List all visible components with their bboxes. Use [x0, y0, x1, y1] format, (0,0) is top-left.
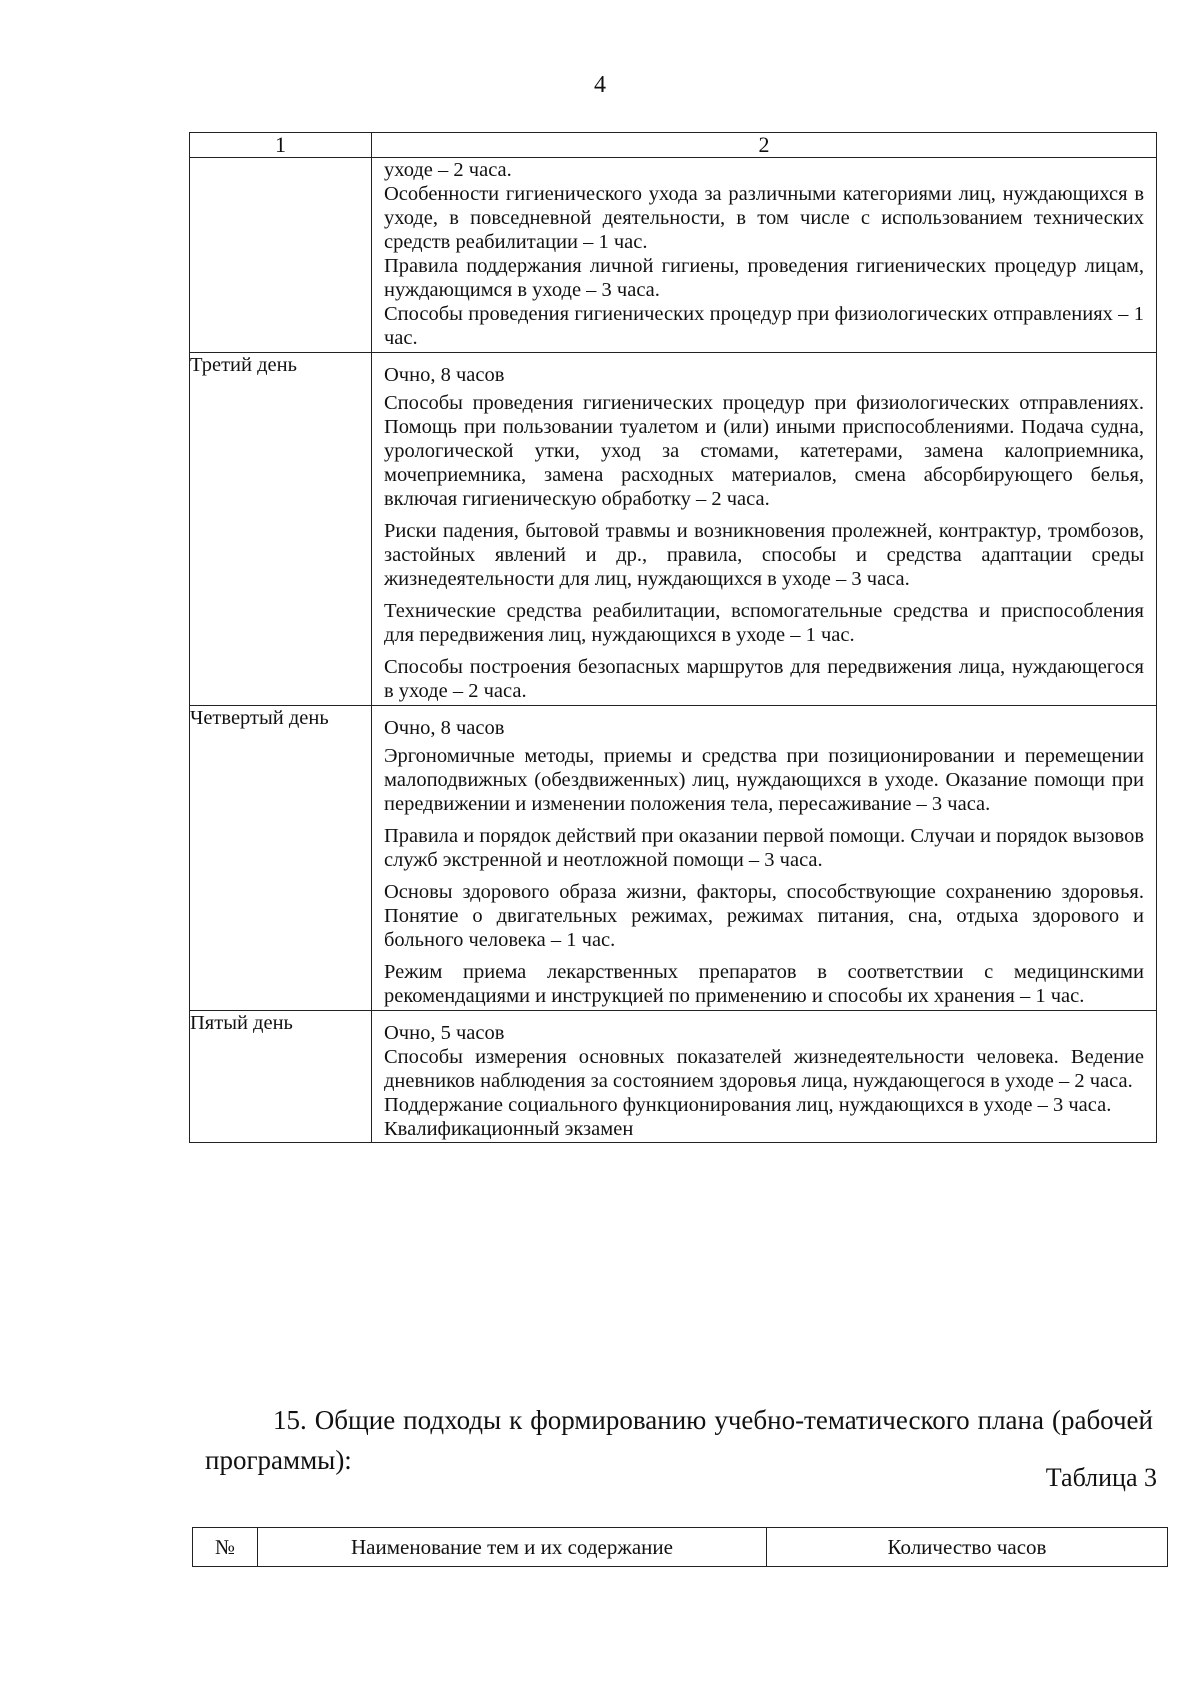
topic-item: Эргономичные методы, приемы и средства при позиционировании и перемещении малоподвижных (обездвиженных) лиц, нуждающихся в уходе. Оказание помощи при передвижении и изменении положения тела, пересаживание – 3 часа. [384, 745, 1144, 815]
continuation-line: уходе – 2 часа. [384, 159, 512, 181]
plan-table [192, 1527, 1168, 1567]
day-mode: Очно, 8 часов [384, 364, 505, 386]
day-label: Четвертый день [190, 706, 372, 1011]
topic-item: Способы построения безопасных маршрутов для передвижения лица, нуждающегося в уходе – 2 часа. [384, 656, 1144, 702]
column-header-1: 1 [190, 133, 372, 158]
day-mode: Очно, 8 часов [384, 717, 505, 739]
topic-item: Правила и порядок действий при оказании первой помощи. Случаи и порядок вызовов служб экстренной и неотложной помощи – 3 часа. [384, 825, 1144, 871]
plan-header-hours: Количество часов [767, 1528, 1168, 1567]
topic-item: Режим приема лекарственных препаратов в соответствии с медицинскими рекомендациями и инструкцией по применению и способы их хранения – 1 час. [384, 961, 1144, 1007]
table-label: Таблица 3 [1045, 1463, 1157, 1492]
topic-item: Квалификационный экзамен [384, 1118, 634, 1140]
day-content [372, 1011, 1157, 1143]
day-row-fourth [190, 706, 1157, 1011]
topic-item: Способы проведения гигиенических процедур при физиологических отправлениях. Помощь при пользовании туалетом и (или) иными приспособлениями. Подача судна, урологической утки, уход за стомами, катетерами, замена калоприемника, мочеприемника, замена расходных материалов, смена абсорбирующего белья, включая гигиеническую обработку – 2 часа. [384, 392, 1144, 510]
section-heading: 15. Общие подходы к формированию учебно-тематического плана (рабочей программы): [205, 1405, 1153, 1475]
day-row-fifth [190, 1011, 1157, 1143]
empty-day-cell [190, 158, 372, 353]
continuation-cell [372, 158, 1157, 353]
day-label: Третий день [190, 353, 372, 706]
plan-header-row [193, 1528, 1168, 1567]
topic-item: Технические средства реабилитации, вспомогательные средства и приспособления для передвижения лиц, нуждающихся в уходе – 1 час. [384, 600, 1144, 646]
continuation-line: Способы проведения гигиенических процедур при физиологических отправлениях – 1 час. [384, 303, 1144, 349]
schedule-header-row [190, 133, 1157, 158]
day-content [372, 353, 1157, 706]
schedule-table [189, 132, 1157, 1143]
continuation-row [190, 158, 1157, 353]
page-number: 4 [594, 72, 606, 98]
plan-header-number: № [193, 1528, 258, 1567]
continuation-line: Правила поддержания личной гигиены, проведения гигиенических процедур лицам, нуждающимся в уходе – 3 часа. [384, 255, 1144, 301]
column-header-2: 2 [372, 133, 1157, 158]
day-row-third [190, 353, 1157, 706]
topic-item: Способы измерения основных показателей жизнедеятельности человека. Ведение дневников наблюдения за состоянием здоровья лица, нуждающегося в уходе – 2 часа. [384, 1046, 1144, 1092]
plan-header-topics: Наименование тем и их содержание [258, 1528, 767, 1567]
topic-item: Основы здорового образа жизни, факторы, способствующие сохранению здоровья. Понятие о двигательных режимах, режимах питания, сна, отдыха здорового и больного человека – 1 час. [384, 881, 1144, 951]
day-content [372, 706, 1157, 1011]
topic-item: Поддержание социального функционирования лиц, нуждающихся в уходе – 3 часа. [384, 1094, 1112, 1116]
day-mode: Очно, 5 часов [384, 1022, 505, 1044]
continuation-line: Особенности гигиенического ухода за различными категориями лиц, нуждающихся в уходе, в повседневной деятельности, в том числе с использованием технических средств реабилитации – 1 час. [384, 183, 1144, 253]
topic-item: Риски падения, бытовой травмы и возникновения пролежней, контрактур, тромбозов, застойных явлений и др., правила, способы и средства адаптации среды жизнедеятельности для лиц, нуждающихся в уходе – 3 часа. [384, 520, 1144, 590]
day-label: Пятый день [190, 1011, 372, 1143]
